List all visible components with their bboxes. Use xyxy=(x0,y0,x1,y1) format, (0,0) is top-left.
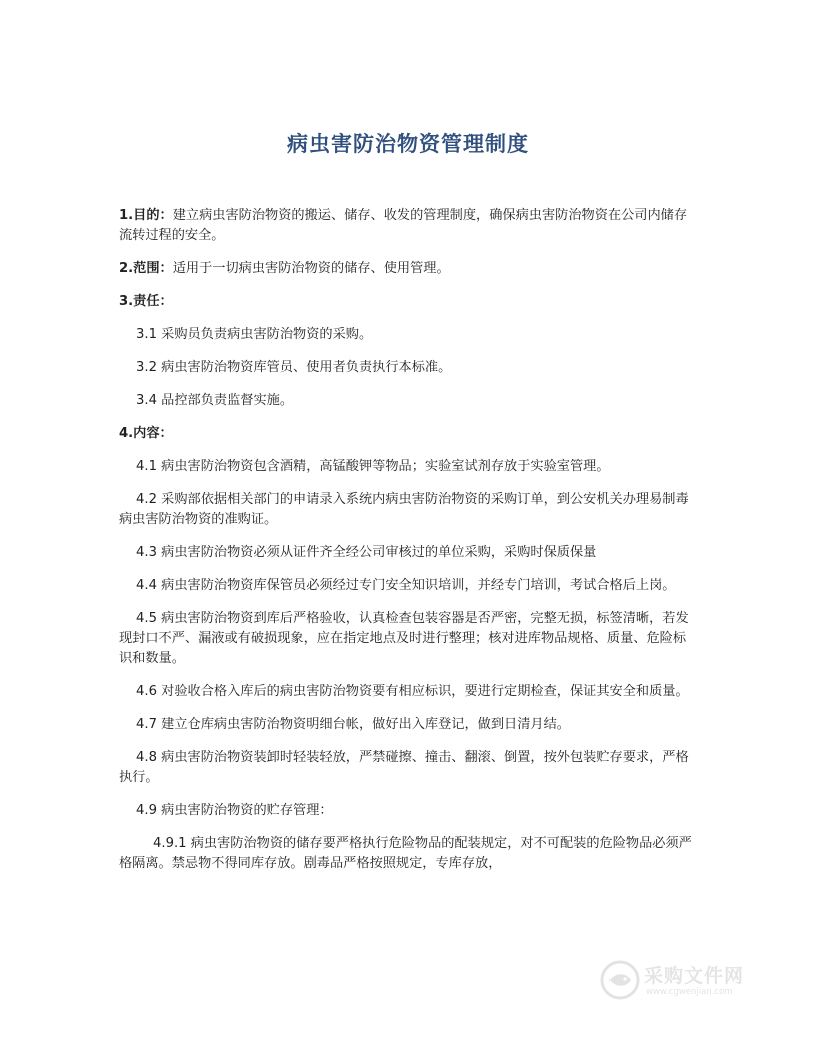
section-scope-text: 适用于一切病虫害防治物资的储存、使用管理。 xyxy=(172,261,450,276)
section-scope xyxy=(119,259,699,279)
watermark-url: www.cgwenjian.com xyxy=(646,987,733,997)
content-item: 4.3 病虫害防治物资必须从证件齐全经公司审核过的单位采购，采购时保质保量 xyxy=(136,545,597,560)
content-item: 4.5 病虫害防治物资到库后严格验收，认真检查包装容器是否严密，完整无损，标签清晰，若发现封口不严、漏液或有破损现象，应在指定地点及时进行整理；核对进库物品规格、质量、危险标识和数量。 xyxy=(119,611,689,666)
content-item: 4.9 病虫害防治物资的贮存管理： xyxy=(136,803,333,818)
responsibility-item: 3.2 病虫害防治物资库管员、使用者负责执行本标准。 xyxy=(136,360,452,375)
content-item: 4.2 采购部依据相关部门的申请录入系统内病虫害防治物资的采购订单，到公安机关办理易制毒病虫害防治物资的准购证。 xyxy=(119,492,689,527)
section-scope-label: 2.范围： xyxy=(119,261,173,276)
document-title: 病虫害防治物资管理制度 xyxy=(287,131,529,156)
content-sub-item: 4.9.1 病虫害防治物资的储存要严格执行危险物品的配装规定，对不可配装的危险物品必须严格隔离。禁忌物不得同库存放。剧毒品严格按照规定，专库存放， xyxy=(119,836,692,871)
section-purpose-text: 建立病虫害防治物资的搬运、储存、收发的管理制度，确保病虫害防治物资在公司内储存流转过程的安全。 xyxy=(119,208,688,243)
section-responsibility-heading: 3.责任： xyxy=(119,294,173,309)
section-purpose xyxy=(119,206,699,246)
content-item: 4.7 建立仓库病虫害防治物资明细台帐，做好出入库登记，做到日清月结。 xyxy=(136,717,570,732)
content-item: 4.4 病虫害防治物资库保管员必须经过专门安全知识培训，并经专门培训，考试合格后上岗。 xyxy=(136,578,676,593)
content-item: 4.8 病虫害防治物资装卸时轻装轻放，严禁碰擦、撞击、翻滚、倒置，按外包装贮存要求，严格执行。 xyxy=(119,750,689,785)
responsibility-item: 3.4 品控部负责监督实施。 xyxy=(136,393,294,408)
content-item: 4.6 对验收合格入库后的病虫害防治物资要有相应标识，要进行定期检查，保证其安全和质量。 xyxy=(136,684,689,699)
section-purpose-label: 1.目的： xyxy=(119,208,173,223)
watermark-name: 采购文件网 xyxy=(644,965,745,987)
responsibility-item: 3.1 采购员负责病虫害防治物资的采购。 xyxy=(136,327,373,342)
section-content-heading: 4.内容： xyxy=(119,426,173,441)
fish-logo-icon xyxy=(600,960,640,1000)
watermark xyxy=(600,958,770,1008)
document-body xyxy=(119,206,699,887)
content-item: 4.1 病虫害防治物资包含酒精，高锰酸钾等物品；实验室试剂存放于实验室管理。 xyxy=(136,459,610,474)
